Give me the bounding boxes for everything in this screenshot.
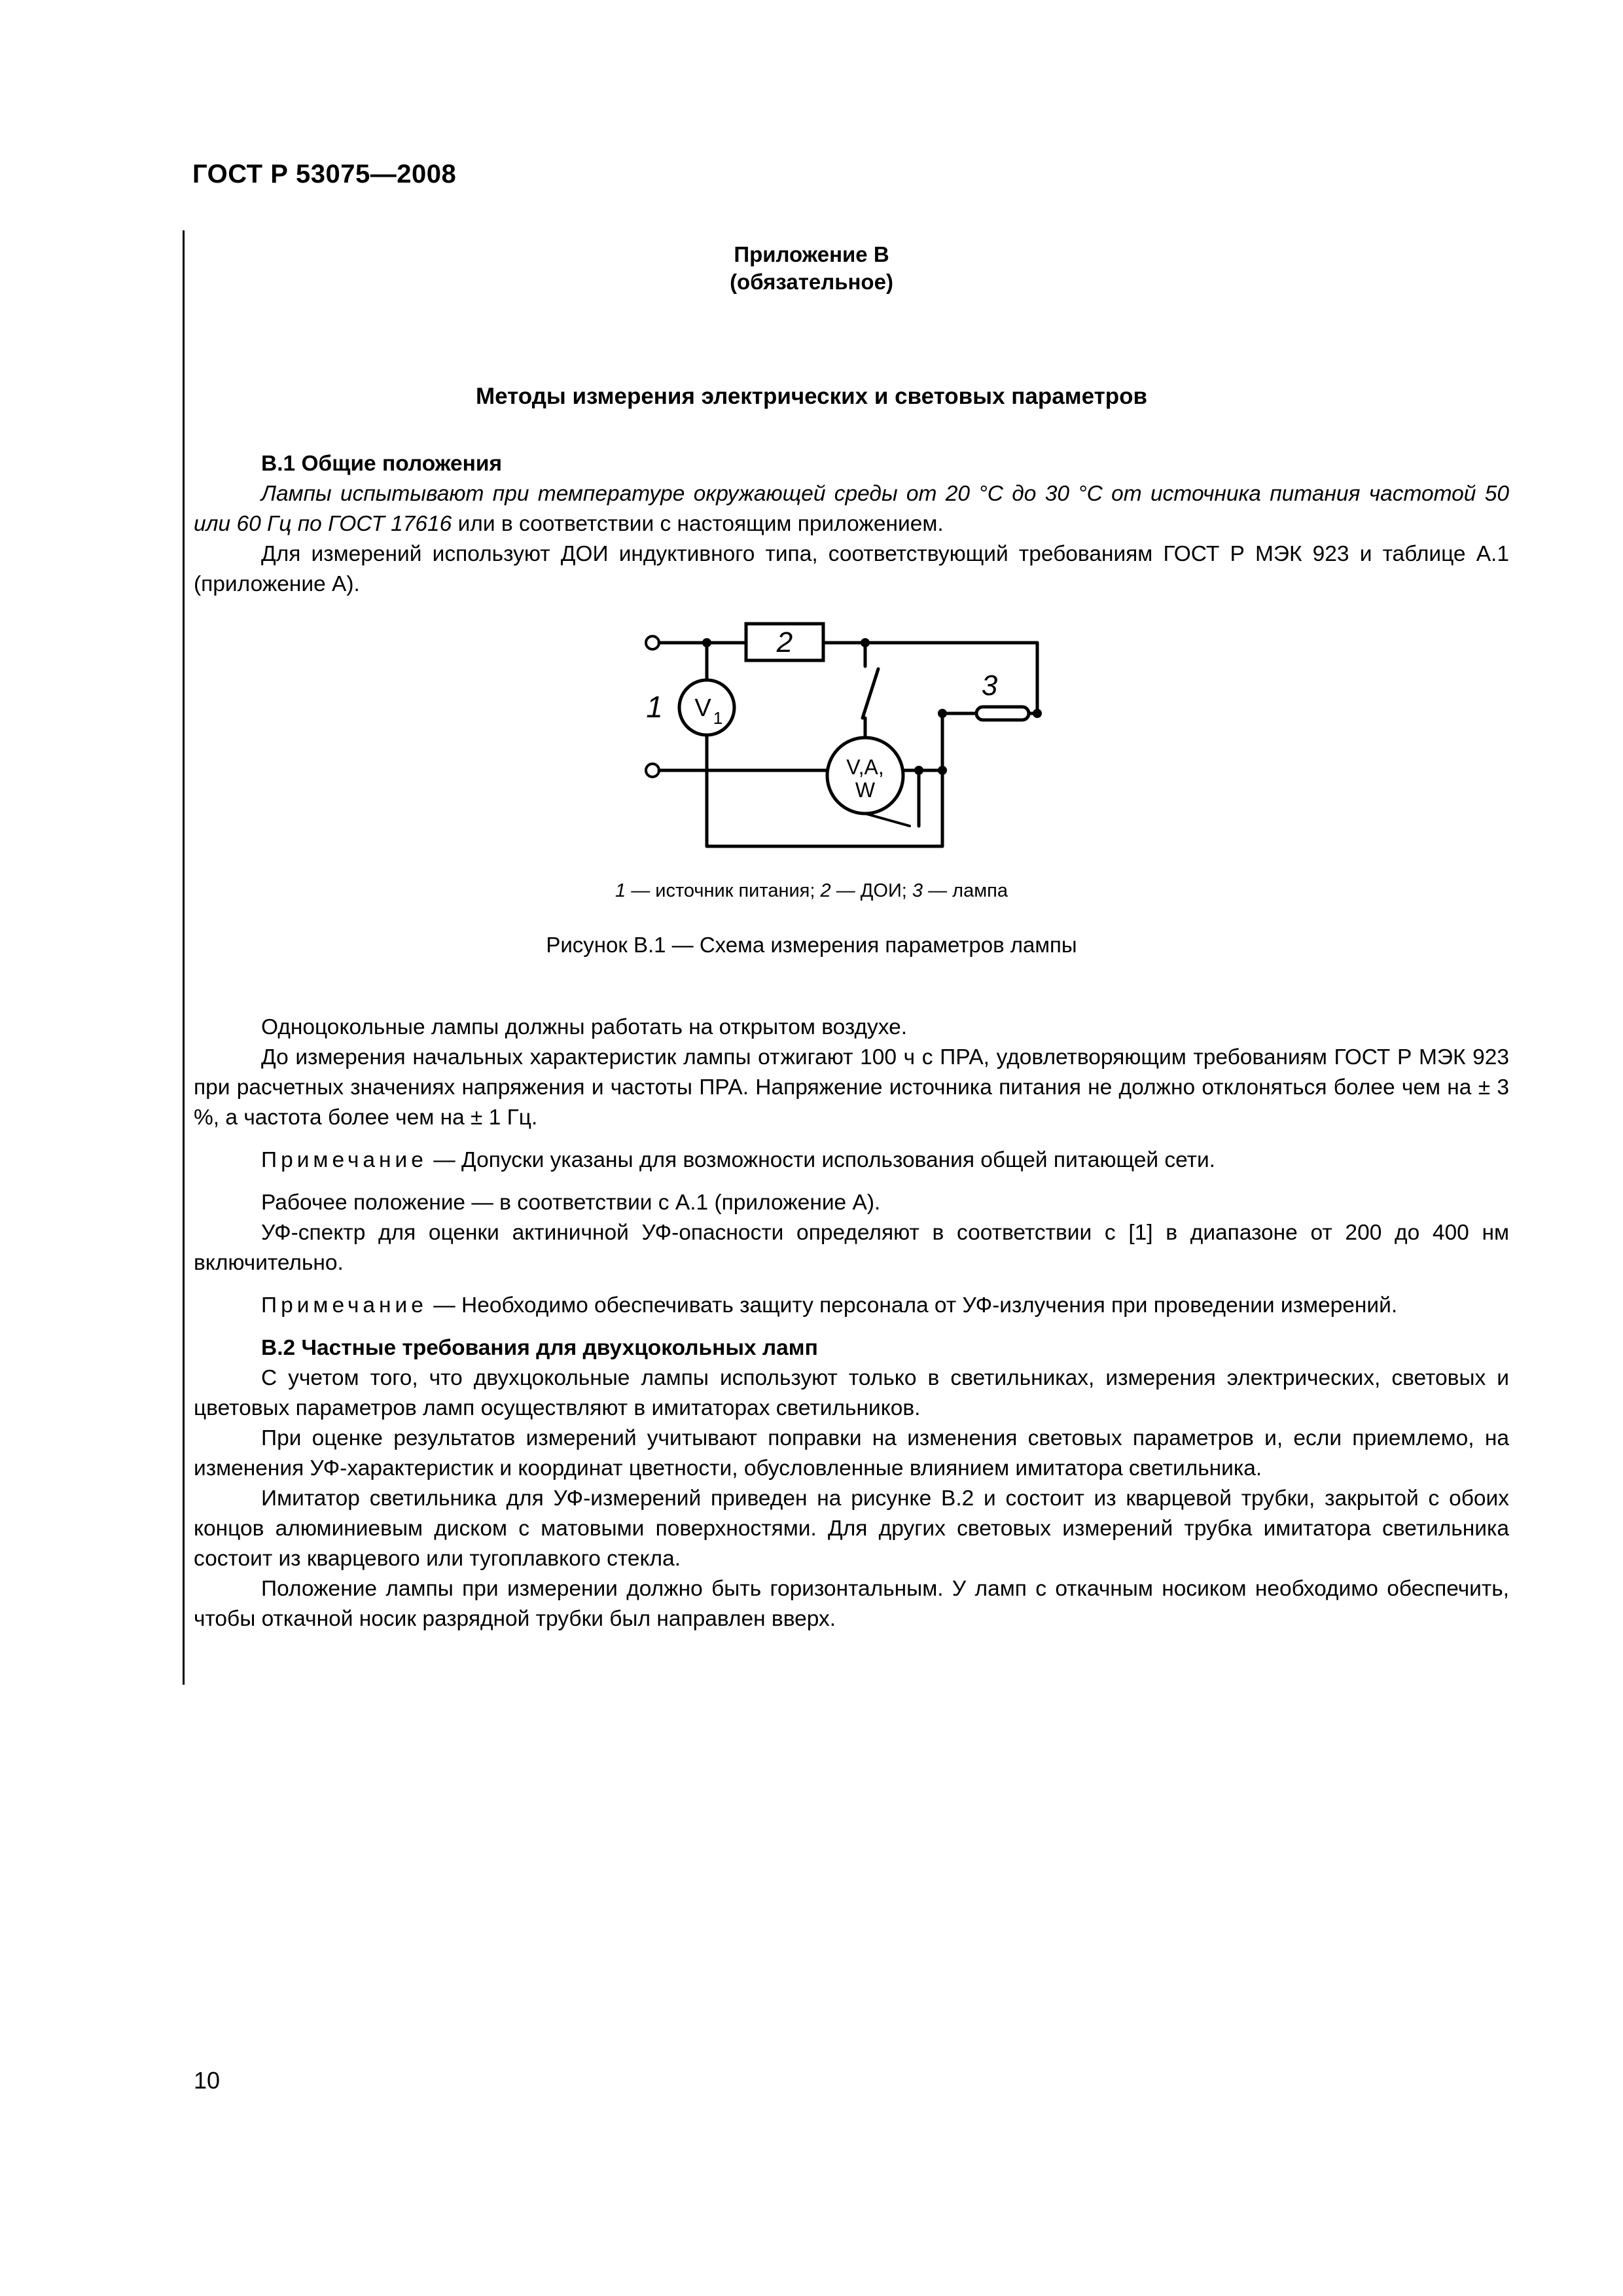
legend-num-3: 3 <box>912 880 923 901</box>
appendix-status: (обязательное) <box>730 270 893 294</box>
section-2-paragraph-4: Положение лампы при измерении должно быть горизонтальным. У ламп с откачным носиком необходимо обеспечить, чтобы откачной носик разрядной трубки был направлен вверх. <box>194 1577 1509 1631</box>
section-1-heading: В.1 Общие положения <box>261 452 503 476</box>
note-label: Примечание <box>261 1293 427 1318</box>
chapter-title: Методы измерения электрических и световых параметров <box>475 384 1148 409</box>
note-1-text: — Допуски указаны для возможности использования общей питающей сети. <box>427 1148 1215 1172</box>
aging-paragraph: До измерения начальных характеристик лампы отжигают 100 ч с ПРА, удовлетворяющим требованиям ГОСТ Р МЭК 923 при расчетных значениях напряжения и частоты ПРА. Напряжение источника питания не должно отклоняться более чем на ± 3 %, а частота более чем на ± 1 Гц. <box>194 1045 1509 1130</box>
uv-paragraph: УФ-спектр для оценки актиничной УФ-опасности определяют в соответствии с [1] в диапазоне от 200 до 400 нм включительно. <box>194 1221 1509 1275</box>
junction <box>702 638 711 647</box>
page-number: 10 <box>194 2067 221 2094</box>
section-1-paragraph-2: Для измерений используют ДОИ индуктивного типа, соответствующий требованиям ГОСТ Р МЭК 923 и таблице А.1 (приложение А). <box>194 542 1509 596</box>
note-2 <box>194 1291 1509 1321</box>
section-2-paragraph-3: Имитатор светильника для УФ-измерений приведен на рисунке В.2 и состоит из кварцевой трубки, закрытой с обоих концов алюминиевым диском с матовыми поверхностями. Для других световых измерений трубка имитатора светильника состоит из кварцевого или тугоплавкого стекла. <box>194 1486 1509 1571</box>
legend-text-3: — лампа <box>923 880 1008 901</box>
junction <box>861 638 870 647</box>
legend-num-2: 2 <box>820 880 831 901</box>
position-paragraph: Рабочее положение — в соответствии с А.1 (приложение А). <box>261 1191 881 1215</box>
body-text <box>194 1013 1509 1634</box>
lamp-tube <box>976 707 1029 720</box>
conditions-text: Лампы испытывают при температуре окружающей среды от 20 °С до 30 °С от источника питания частотой 50 или 60 Гц по ГОСТ 17616 <box>194 482 1509 536</box>
voltmeter-label: V <box>694 694 711 722</box>
conditions-tail: или в соответствии с настоящим приложением. <box>452 512 944 536</box>
junction <box>938 766 947 775</box>
margin-rule <box>183 230 185 1685</box>
circuit-diagram <box>628 612 1086 861</box>
label-source: 1 <box>646 690 663 724</box>
meter-label-line2: W <box>855 778 876 802</box>
junction <box>938 709 947 718</box>
voltmeter-subscript: 1 <box>713 708 723 728</box>
terminal-bottom <box>646 764 659 777</box>
section-2-paragraph-2: При оценке результатов измерений учитывают поправки на изменения световых параметров и, если приемлемо, на изменения УФ-характеристик и координат цветности, обусловленные влиянием имитатора светильника. <box>194 1426 1509 1480</box>
section-1-paragraph-1 <box>194 479 1509 539</box>
section-1 <box>194 449 1509 600</box>
junction <box>1033 709 1042 718</box>
legend-text-2: — ДОИ; <box>830 880 912 901</box>
legend-num-1: 1 <box>615 880 626 901</box>
label-lamp: 3 <box>981 670 998 702</box>
label-ballast: 2 <box>776 626 793 658</box>
terminal-top <box>646 636 659 649</box>
meter-label-line1: V,A, <box>846 755 884 779</box>
figure-legend <box>0 880 1623 902</box>
standard-header: ГОСТ Р 53075—2008 <box>192 160 457 188</box>
note-1 <box>194 1145 1509 1175</box>
section-2-paragraph-1: С учетом того, что двухцокольные лампы используют только в светильниках, измерения электрических, световых и цветовых параметров ламп осуществляют в имитаторах светильников. <box>194 1366 1509 1420</box>
section-2-heading: В.2 Частные требования для двухцокольных ламп <box>261 1336 818 1360</box>
figure-caption: Рисунок В.1 — Схема измерения параметров лампы <box>546 933 1077 957</box>
appendix-title: Приложение В <box>734 242 889 266</box>
note-2-text: — Необходимо обеспечивать защиту персонала от УФ-излучения при проведении измерений. <box>427 1293 1398 1318</box>
legend-text-1: — источник питания; <box>626 880 821 901</box>
junction <box>914 766 923 775</box>
note-label: Примечание <box>261 1148 427 1172</box>
open-air-paragraph: Одноцокольные лампы должны работать на открытом воздухе. <box>261 1015 908 1039</box>
